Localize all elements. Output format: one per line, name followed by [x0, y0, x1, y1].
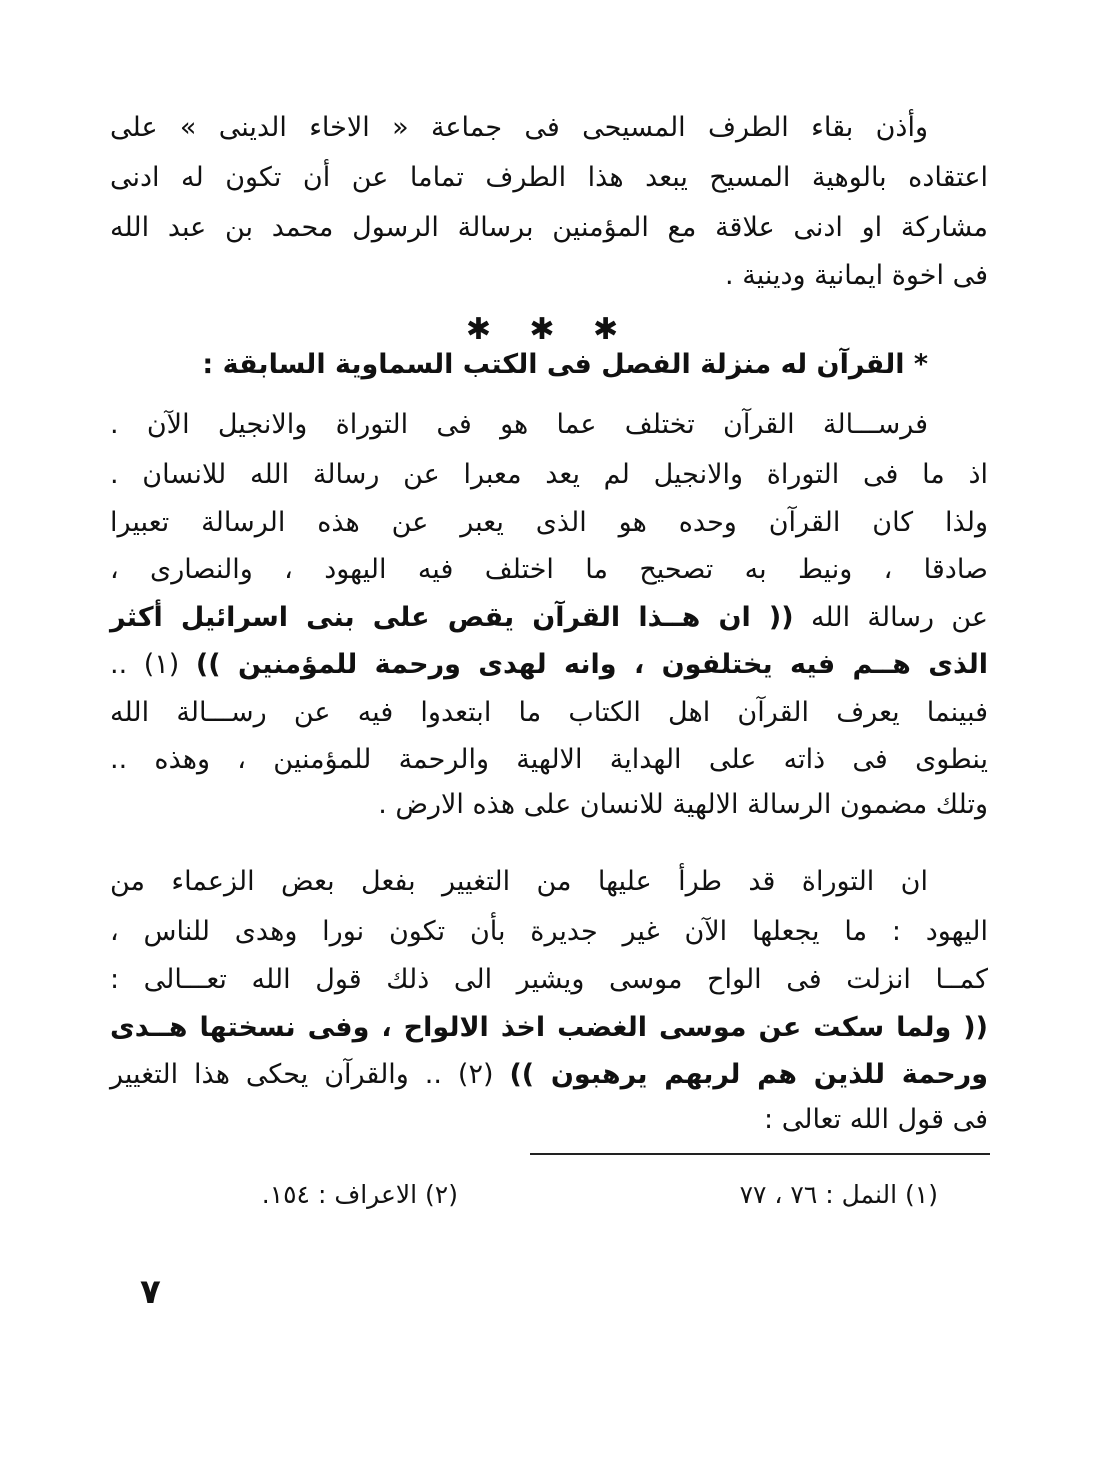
footnote-ref: (١) .. [110, 649, 196, 680]
footnote-divider [530, 1153, 990, 1155]
text-line: اذ ما فى التوراة والانجيل لم يعد معبرا عن رسالة الله للانسان . [110, 459, 988, 490]
footnote-ref: (٢) .. والقرآن يحكى هذا التغيير [110, 1059, 510, 1090]
text-line: فى قول الله تعالى : [764, 1104, 988, 1135]
text-line: ولذا كان القرآن وحده هو الذى يعبر عن هذه الرسالة تعبيرا [110, 507, 988, 538]
text-line: فبينما يعرف القرآن اهل الكتاب ما ابتعدوا فيه عن رســـالة الله [110, 697, 988, 728]
text-line: كمــا انزلت فى الواح موسى ويشير الى ذلك قول الله تعـــالى : [110, 964, 988, 995]
text-line: اعتقاده بالوهية المسيح يبعد هذا الطرف تماما عن أن تكون له ادنى [110, 162, 988, 193]
text-line [110, 598, 988, 638]
text-line: صادقا ، ونيط به تصحيح ما اختلف فيه اليهود ، والنصارى ، [110, 554, 988, 585]
text-line: فرســـالة القرآن تختلف عما هو فى التوراة والانجيل الآن . [110, 409, 928, 440]
plain-text: عن رسالة الله [793, 602, 988, 633]
quran-quote: الذى هــم فيه يختلفون ، وانه لهدى ورحمة للمؤمنين )) [195, 649, 988, 680]
quran-quote: (( ولما سكت عن موسى الغضب اخذ الالواح ، وفى نسختها هــدى [110, 1012, 988, 1043]
text-line: ينطوى فى ذاته على الهداية الالهية والرحمة للمؤمنين ، وهذه .. [110, 744, 988, 775]
text-line [110, 645, 988, 685]
quran-quote: (( ان هــذا القرآن يقص على بنى اسرائيل أكثر [110, 602, 794, 633]
section-heading: * القرآن له منزلة الفصل فى الكتب السماوية السابقة : [202, 349, 928, 380]
footnote-2: (٢) الاعراف : ١٥٤. [261, 1180, 458, 1209]
text-line [110, 1008, 988, 1048]
text-line [110, 1055, 988, 1095]
section-separator [0, 312, 1098, 347]
asterisk-icon: ✱ [593, 312, 633, 347]
text-line: مشاركة او ادنى علاقة مع المؤمنين برسالة الرسول محمد بن عبد الله [110, 212, 988, 243]
text-line: فى اخوة ايمانية ودينية . [725, 260, 988, 291]
footnotes [170, 1175, 938, 1215]
asterisk-icon: ✱ [529, 312, 569, 347]
page-number: ٧ [140, 1272, 161, 1312]
text-line: وأذن بقاء الطرف المسيحى فى جماعة « الاخاء الدينى » على [110, 112, 928, 143]
text-line: ان التوراة قد طرأ عليها من التغيير بفعل بعض الزعماء من [110, 866, 928, 897]
quran-quote: ورحمة للذين هم لربهم يرهبون )) [509, 1059, 988, 1090]
text-line: اليهود : ما يجعلها الآن غير جديرة بأن تكون نورا وهدى للناس ، [110, 916, 988, 947]
text-line: وتلك مضمون الرسالة الالهية للانسان على هذه الارض . [378, 789, 988, 820]
footnote-1: (١) النمل : ٧٦ ، ٧٧ [739, 1180, 938, 1209]
asterisk-icon: ✱ [465, 312, 505, 347]
